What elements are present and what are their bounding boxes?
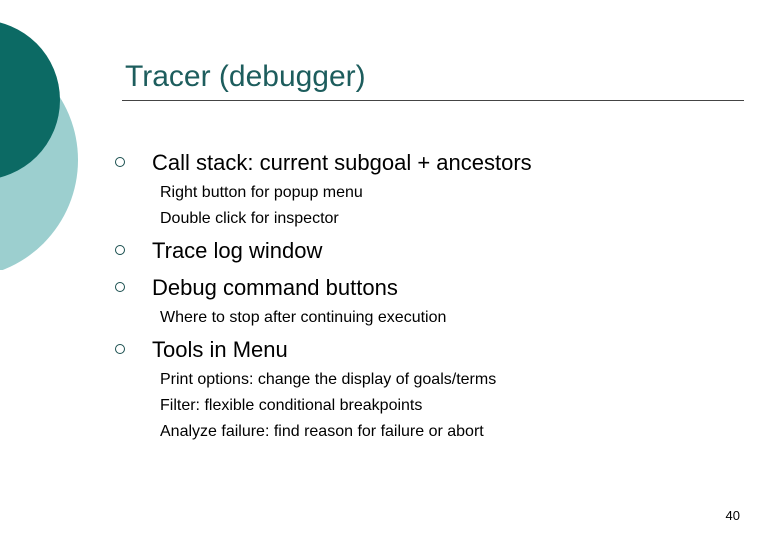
sub-item: Analyze failure: find reason for failure or abort	[160, 423, 484, 440]
bullet-circle-icon	[115, 282, 125, 292]
sub-item: Double click for inspector	[160, 210, 339, 227]
bullet-text: Trace log window	[152, 238, 323, 263]
bullet-circle-icon	[115, 344, 125, 354]
sub-item: Right button for popup menu	[160, 184, 363, 201]
bullet-text: Call stack: current subgoal + ancestors	[152, 150, 532, 175]
bullet-circle-icon	[115, 157, 125, 167]
sub-item: Print options: change the display of goals/terms	[160, 371, 497, 388]
slide-title: Tracer (debugger)	[125, 60, 366, 93]
bullet-text: Tools in Menu	[152, 337, 288, 362]
sub-item: Where to stop after continuing execution	[160, 309, 447, 326]
decorative-circles	[0, 0, 90, 270]
page-number: 40	[725, 508, 740, 523]
title-underline	[122, 100, 744, 101]
bullet-text: Debug command buttons	[152, 275, 398, 300]
bullet-circle-icon	[115, 245, 125, 255]
sub-item: Filter: flexible conditional breakpoints	[160, 397, 423, 414]
